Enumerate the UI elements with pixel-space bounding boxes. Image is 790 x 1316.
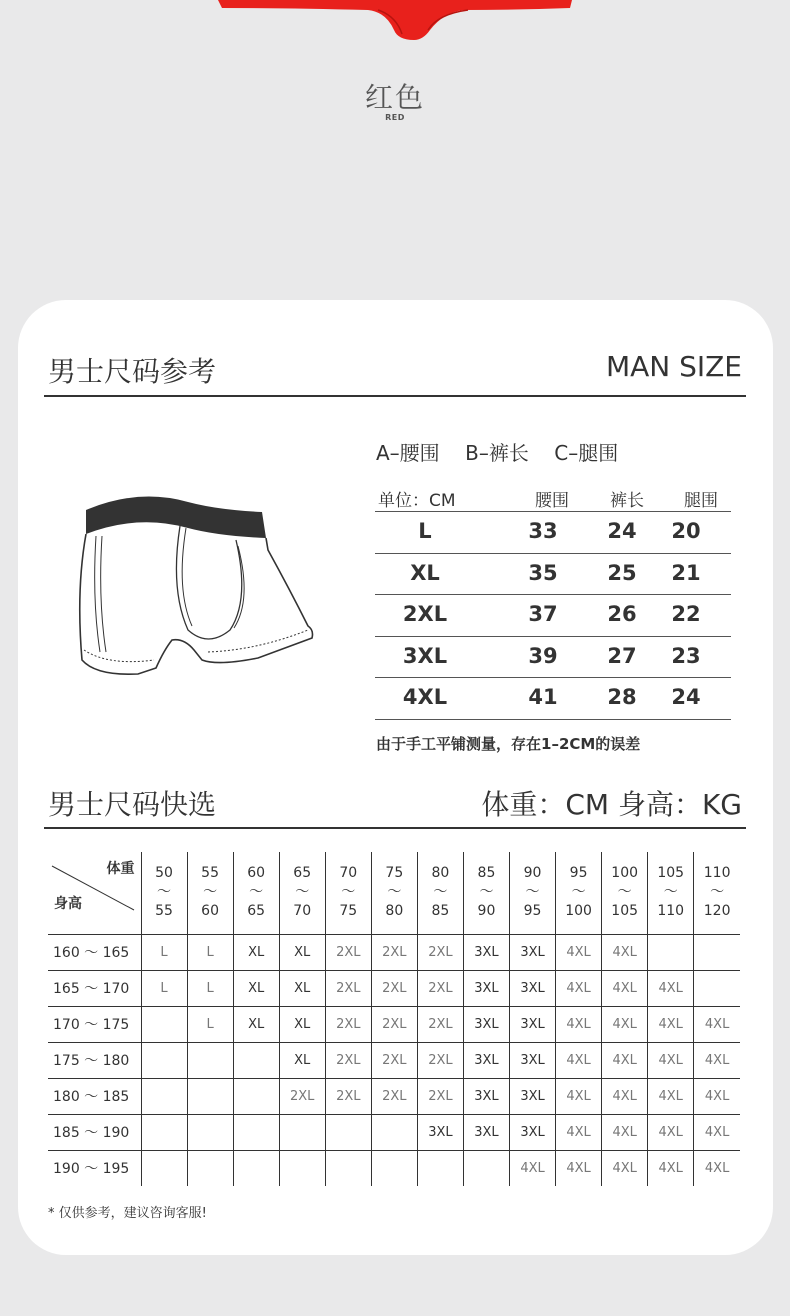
size-cell-leg: 20 <box>671 519 701 543</box>
weight-range-header <box>279 852 325 934</box>
tilde-icon: ～ <box>571 884 586 901</box>
measure-legend: A–腰围 B–裤长 C–腿围 <box>376 441 619 465</box>
size-table <box>375 484 731 720</box>
size-cell: L <box>187 970 233 1006</box>
weight-label: 体重 <box>106 861 135 877</box>
size-cell: 4XL <box>602 1150 648 1186</box>
weight-from: 60 <box>247 865 266 882</box>
size-cell: XL <box>279 1006 325 1042</box>
size-cell: 4XL <box>648 970 694 1006</box>
size-cell: 3XL <box>510 1042 556 1078</box>
size-cell: 2XL <box>371 970 417 1006</box>
size-cell: 4XL <box>556 970 602 1006</box>
size-cell: 2XL <box>371 1006 417 1042</box>
tilde-icon: ～ <box>710 884 725 901</box>
size-cell: XL <box>233 934 279 970</box>
size-cell: XL <box>233 970 279 1006</box>
height-label: 身高 <box>54 895 82 912</box>
weight-range-header <box>463 852 509 934</box>
size-cell: 4XL <box>602 1006 648 1042</box>
weight-to: 80 <box>385 903 404 920</box>
size-cell: 2XL <box>417 934 463 970</box>
size-cell: 4XL <box>556 1114 602 1150</box>
tilde-icon: ～ <box>617 884 632 901</box>
size-cell-length: 28 <box>607 685 637 710</box>
tilde-icon: ～ <box>341 884 356 901</box>
size-cell <box>141 1150 187 1186</box>
height-range: 175 ～ 180 <box>48 1042 141 1078</box>
col-length: 裤长 <box>610 491 644 511</box>
measure-note: 由于手工平铺测量，存在1–2CM的误差 <box>376 735 641 753</box>
table-row <box>48 970 740 1006</box>
weight-to: 85 <box>431 903 450 920</box>
size-cell: 4XL <box>602 934 648 970</box>
tilde-icon: ～ <box>203 884 218 901</box>
size-cell <box>141 1078 187 1114</box>
size-cell-size: L <box>418 519 432 543</box>
size-cell <box>325 1114 371 1150</box>
size-cell-length: 24 <box>607 519 637 543</box>
weight-range-header <box>694 852 740 934</box>
size-cell-waist: 37 <box>528 602 558 627</box>
tilde-icon: ～ <box>479 884 494 901</box>
size-cell: L <box>141 934 187 970</box>
tilde-icon: ～ <box>157 884 172 901</box>
color-name: 红色 <box>364 81 425 114</box>
height-range: 165 ～ 170 <box>48 970 141 1006</box>
table-row <box>48 1042 740 1078</box>
size-cell <box>233 1078 279 1114</box>
size-cell: 4XL <box>556 1150 602 1186</box>
size-cell-length: 27 <box>607 643 637 668</box>
weight-from: 55 <box>201 865 219 882</box>
size-cell: L <box>187 934 233 970</box>
size-cell: 2XL <box>325 934 371 970</box>
size-cell <box>648 934 694 970</box>
size-cell-size: 3XL <box>402 643 448 668</box>
size-cell-leg: 23 <box>671 643 701 668</box>
weight-from: 95 <box>569 865 588 882</box>
size-cell: 3XL <box>463 1006 509 1042</box>
weight-from: 105 <box>657 865 685 882</box>
size-cell: 3XL <box>463 1042 509 1078</box>
size-cell <box>279 1150 325 1186</box>
weight-from: 75 <box>385 865 404 882</box>
table-row <box>48 1006 740 1042</box>
size-cell <box>187 1114 233 1150</box>
size-cell: 3XL <box>463 934 509 970</box>
size-cell: XL <box>233 1006 279 1042</box>
size-cell: 3XL <box>510 970 556 1006</box>
size-cell: XL <box>279 934 325 970</box>
col-leg: 腿围 <box>684 491 718 511</box>
weight-to: 95 <box>523 903 542 920</box>
size-cell <box>233 1114 279 1150</box>
weight-to: 90 <box>477 903 496 920</box>
weight-range-header <box>417 852 463 934</box>
size-cell: 3XL <box>510 1078 556 1114</box>
size-cell: 2XL <box>325 1078 371 1114</box>
size-ref-title: 男士尺码参考 <box>48 355 217 388</box>
table-row <box>48 1078 740 1114</box>
size-cell: 4XL <box>510 1150 556 1186</box>
weight-from: 50 <box>155 865 173 882</box>
size-cell: 4XL <box>694 1078 740 1114</box>
size-cell <box>279 1114 325 1150</box>
size-cell: 4XL <box>602 1114 648 1150</box>
size-cell: 4XL <box>648 1150 694 1186</box>
size-cell: 4XL <box>602 1042 648 1078</box>
size-cell <box>141 1042 187 1078</box>
footnote: * 仅供参考，建议咨询客服! <box>48 1206 207 1221</box>
unit-label: 单位：CM <box>378 491 456 511</box>
height-range: 170 ～ 175 <box>48 1006 141 1042</box>
size-row <box>375 678 731 720</box>
weight-from: 70 <box>339 865 358 882</box>
tilde-icon: ～ <box>295 884 310 901</box>
size-cell <box>694 970 740 1006</box>
size-cell: 3XL <box>463 1114 509 1150</box>
height-range: 160 ～ 165 <box>48 934 141 970</box>
size-cell: 3XL <box>510 1114 556 1150</box>
size-cell: L <box>141 970 187 1006</box>
size-cell <box>187 1150 233 1186</box>
size-cell: 4XL <box>648 1114 694 1150</box>
size-row <box>375 554 731 596</box>
size-cell: 2XL <box>371 934 417 970</box>
size-cell <box>371 1150 417 1186</box>
size-cell: 2XL <box>417 970 463 1006</box>
weight-from: 100 <box>611 865 639 882</box>
size-cell: 3XL <box>417 1114 463 1150</box>
size-cell <box>141 1006 187 1042</box>
weight-range-header <box>556 852 602 934</box>
weight-to: 120 <box>703 903 731 920</box>
weight-to: 110 <box>657 903 685 920</box>
size-cell-leg: 22 <box>671 602 701 627</box>
size-cell-waist: 39 <box>528 643 558 668</box>
size-cell-length: 25 <box>607 560 637 585</box>
weight-to: 70 <box>293 903 312 920</box>
size-cell-waist: 41 <box>528 685 558 710</box>
weight-from: 80 <box>431 865 450 882</box>
size-cell: 3XL <box>463 1078 509 1114</box>
size-cell-waist: 35 <box>528 560 558 585</box>
tilde-icon: ～ <box>387 884 402 901</box>
size-table-header <box>375 484 731 512</box>
size-cell: 4XL <box>694 1042 740 1078</box>
size-cell: 4XL <box>556 1042 602 1078</box>
tilde-icon: ～ <box>433 884 448 901</box>
size-ref-title-en: MAN SIZE <box>605 350 742 383</box>
weight-range-header <box>602 852 648 934</box>
red-garment-image <box>218 0 572 42</box>
size-cell-waist: 33 <box>528 519 558 543</box>
size-cell: 4XL <box>556 1006 602 1042</box>
size-cell <box>187 1078 233 1114</box>
size-cell: 4XL <box>704 1160 730 1176</box>
tilde-icon: ～ <box>525 884 540 901</box>
size-cell <box>233 1042 279 1078</box>
size-cell: 3XL <box>510 1006 556 1042</box>
size-cell: 2XL <box>417 1042 463 1078</box>
size-row <box>375 637 731 679</box>
size-cell: 3XL <box>510 934 556 970</box>
weight-to: 100 <box>565 903 592 920</box>
briefs-illustration <box>68 490 318 686</box>
size-cell <box>463 1150 509 1186</box>
divider <box>44 395 746 397</box>
weight-range-header <box>371 852 417 934</box>
size-cell: 2XL <box>371 1042 417 1078</box>
size-cell <box>325 1150 371 1186</box>
size-cell: 4XL <box>648 1078 694 1114</box>
weight-from: 110 <box>703 865 731 882</box>
weight-range-header <box>648 852 694 934</box>
quick-select-table <box>48 852 740 1182</box>
weight-to: 65 <box>247 903 266 920</box>
table-row <box>48 1150 740 1186</box>
tilde-icon: ～ <box>249 884 264 901</box>
size-cell-leg: 24 <box>671 685 701 710</box>
table-row <box>48 934 740 970</box>
size-cell <box>417 1150 463 1186</box>
size-cell-size: XL <box>410 560 440 585</box>
size-cell-size: 2XL <box>402 602 448 627</box>
quick-select-units: 体重：CM 身高：KG <box>481 788 742 821</box>
weight-range-header <box>325 852 371 934</box>
weight-from: 85 <box>477 865 496 882</box>
size-cell: XL <box>279 1042 325 1078</box>
size-cell <box>694 934 740 970</box>
size-cell <box>187 1042 233 1078</box>
divider <box>44 827 746 829</box>
size-cell <box>141 1114 187 1150</box>
size-cell <box>233 1150 279 1186</box>
size-cell: 4XL <box>602 970 648 1006</box>
size-cell: 2XL <box>325 970 371 1006</box>
size-cell: 2XL <box>325 1042 371 1078</box>
size-cell: 4XL <box>694 1114 740 1150</box>
weight-from: 90 <box>523 865 542 882</box>
size-cell: 4XL <box>602 1078 648 1114</box>
size-row <box>375 512 731 554</box>
size-cell-size: 4XL <box>402 685 448 710</box>
weight-to: 75 <box>339 903 358 920</box>
corner-cell <box>48 852 141 934</box>
tilde-icon: ～ <box>663 884 678 901</box>
size-cell: 2XL <box>417 1006 463 1042</box>
size-cell: 3XL <box>463 970 509 1006</box>
size-cell: 2XL <box>371 1078 417 1114</box>
size-cell: 4XL <box>648 1006 694 1042</box>
weight-range-header <box>141 852 187 934</box>
weight-to: 105 <box>611 903 639 920</box>
color-name-en: RED <box>385 113 405 122</box>
size-cell: 4XL <box>694 1006 740 1042</box>
size-cell: 4XL <box>648 1042 694 1078</box>
weight-to: 55 <box>155 903 173 920</box>
size-row <box>375 595 731 637</box>
size-cell: XL <box>279 970 325 1006</box>
size-cell: L <box>187 1006 233 1042</box>
height-range: 190 ～ 195 <box>48 1150 141 1186</box>
weight-range-header <box>233 852 279 934</box>
size-cell-length: 26 <box>607 602 637 627</box>
weight-range-header <box>187 852 233 934</box>
height-range: 185 ～ 190 <box>48 1114 141 1150</box>
size-cell: 4XL <box>556 934 602 970</box>
col-waist: 腰围 <box>535 491 569 511</box>
size-cell: 2XL <box>325 1006 371 1042</box>
size-cell: 2XL <box>279 1078 325 1114</box>
size-cell: 4XL <box>556 1078 602 1114</box>
size-cell <box>371 1114 417 1150</box>
weight-to: 60 <box>201 903 219 920</box>
weight-range-header <box>510 852 556 934</box>
table-row <box>48 1114 740 1150</box>
quick-select-title: 男士尺码快选 <box>48 788 217 821</box>
weight-from: 65 <box>293 865 312 882</box>
size-cell-leg: 21 <box>671 560 701 585</box>
height-range: 180 ～ 185 <box>48 1078 141 1114</box>
size-cell: 2XL <box>417 1078 463 1114</box>
